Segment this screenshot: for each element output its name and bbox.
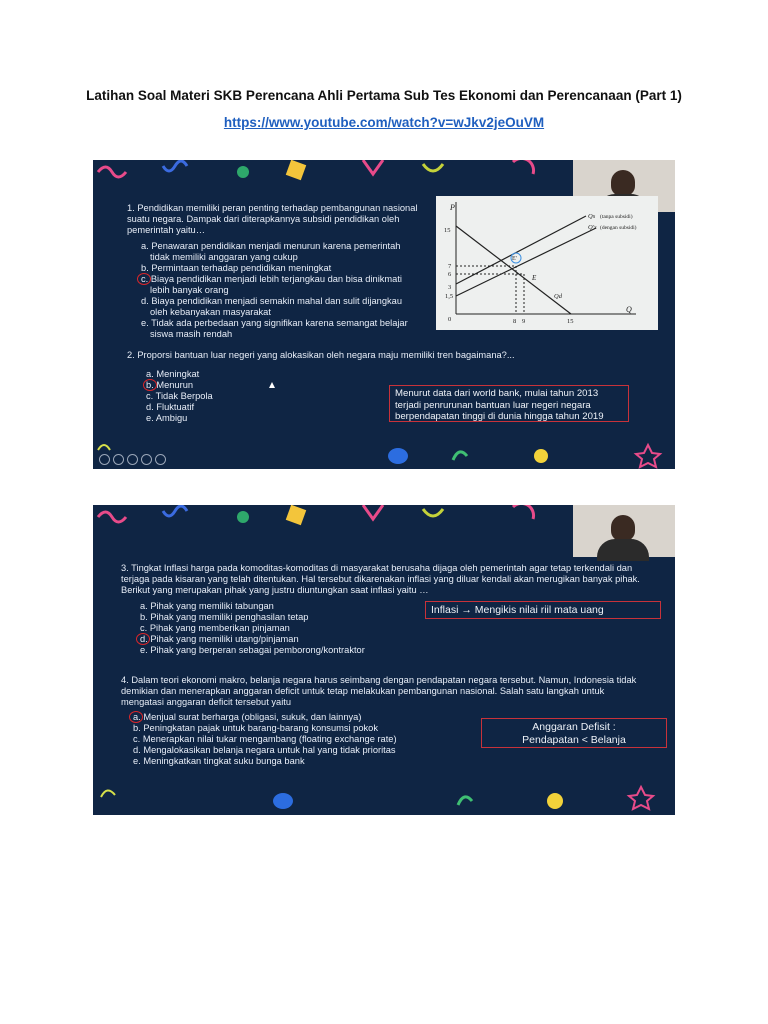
q1-option-a-cont: tidak memiliki anggaran yang cukup bbox=[150, 252, 298, 262]
q4-option-e[interactable]: e. Meningkatkan tingkat suku bunga bank bbox=[133, 756, 305, 766]
question-4: 4. Dalam teori ekonomi makro, belanja negara harus seimbang dengan pendapatan negara tersebut. Namun, Indonesia tidak demikian dan menerapkan anggaran deficit untuk tetap melakukan pembangunan nasional. Salah satu langkah untuk mengatasi anggaran deficit tersebut yaitu bbox=[121, 675, 637, 707]
q3-option-a[interactable]: a. Pihak yang memiliki tabungan bbox=[140, 601, 274, 611]
answer-circle bbox=[143, 379, 157, 391]
graph-y-tick: 15 bbox=[444, 227, 451, 234]
q2-option-b[interactable]: b. Menurun bbox=[146, 380, 194, 390]
youtube-link[interactable]: https://www.youtube.com/watch?v=wJkv2jeOuVM bbox=[223, 115, 545, 130]
graph-x-tick: 8 bbox=[513, 318, 517, 325]
document-title: Latihan Soal Materi SKB Perencana Ahli Pertama Sub Tes Ekonomi dan Perencanaan (Part 1) bbox=[86, 88, 682, 103]
graph-point: E bbox=[532, 274, 537, 282]
answer-circle bbox=[137, 273, 151, 285]
slide-1 bbox=[93, 160, 675, 469]
q2-option-c[interactable]: c. Tidak Berpola bbox=[146, 391, 213, 401]
graph-x-tick: 15 bbox=[567, 318, 574, 325]
q3-option-d[interactable]: d. Pihak yang memiliki utang/pinjaman bbox=[140, 634, 299, 644]
q2-option-d[interactable]: d. Fluktuatif bbox=[146, 402, 195, 412]
q1-option-c[interactable]: c. Biaya pendidikan menjadi lebih terjangkau dan bisa dinikmati bbox=[141, 274, 402, 284]
q4-option-d[interactable]: d. Mengalokasikan belanja negara untuk hal yang tidak prioritas bbox=[133, 745, 396, 755]
note-anggaran-defisit bbox=[481, 718, 667, 748]
graph-y-tick: 7 bbox=[448, 263, 452, 270]
q1-option-d-cont: oleh kebanyakan masyarakat bbox=[150, 307, 271, 317]
q3-option-e[interactable]: e. Pihak yang berperan sebagai pemborong/kontraktor bbox=[140, 645, 365, 655]
curve-label: Q's bbox=[588, 224, 597, 231]
q1-option-e[interactable]: e. Tidak ada perbedaan yang signifikan karena semangat belajar bbox=[141, 318, 408, 328]
curve-label: Qs bbox=[588, 213, 596, 220]
note-line: Pendapatan < Belanja bbox=[522, 734, 626, 746]
q1-option-c-cont: lebih banyak orang bbox=[150, 285, 229, 295]
note-world-bank: Menurut data dari world bank, mulai tahun 2013 terjadi penrurunan bantuan luar negeri negara berpendapatan tinggi di dunia hingga tahun 2019 bbox=[389, 385, 629, 422]
q2-option-a[interactable]: a. Meningkat bbox=[146, 369, 200, 379]
curve-label: (tanpa subsidi) bbox=[600, 214, 633, 220]
supply-demand-graph bbox=[436, 196, 658, 330]
q1-option-a[interactable]: a. Penawaran pendidikan menjadi menurun karena pemerintah bbox=[141, 241, 401, 251]
graph-point: E' bbox=[512, 256, 517, 262]
q4-option-a[interactable]: a. Menjual surat berharga (obligasi, sukuk, dan lainnya) bbox=[133, 712, 362, 722]
q1-option-e-cont: siswa masih rendah bbox=[150, 329, 233, 339]
person-video-icon bbox=[573, 505, 675, 557]
graph-x-tick: 9 bbox=[522, 318, 526, 325]
answer-circle bbox=[129, 711, 143, 723]
q3-option-c[interactable]: c. Pihak yang memberikan pinjaman bbox=[140, 623, 290, 633]
note-inflasi: Inflasi → Mengikis nilai riil mata uang bbox=[425, 601, 661, 619]
q2-option-e[interactable]: e. Ambigu bbox=[146, 413, 188, 423]
q4-option-c[interactable]: c. Menerapkan nilai tukar mengambang (floating exchange rate) bbox=[133, 734, 397, 744]
note-line: Anggaran Defisit : bbox=[532, 721, 616, 733]
q1-option-b[interactable]: b. Permintaan terhadap pendidikan meningkat bbox=[141, 263, 332, 273]
graph-x-axis: Q bbox=[626, 305, 632, 314]
question-2: 2. Proporsi bantuan luar negeri yang alokasikan oleh negara maju memiliki tren bagaimana?... bbox=[127, 350, 515, 360]
graph-y-tick: 3 bbox=[448, 284, 452, 291]
q1-option-d[interactable]: d. Biaya pendidikan menjadi semakin mahal dan sulit dijangkau bbox=[141, 296, 402, 306]
answer-circle bbox=[136, 633, 150, 645]
question-1: 1. Pendidikan memiliki peran penting terhadap pembangunan nasional suatu negara. Dampak dari diterapkannya subsidi pendidikan oleh pemerintah yaitu… bbox=[127, 203, 418, 235]
slide-2 bbox=[93, 505, 675, 815]
toolbar-icons[interactable] bbox=[99, 454, 166, 466]
q4-option-b[interactable]: b. Peningkatan pajak untuk barang-barang konsumsi pokok bbox=[133, 723, 378, 733]
graph-y-tick: 0 bbox=[448, 316, 452, 323]
q3-option-b[interactable]: b. Pihak yang memiliki penghasilan tetap bbox=[140, 612, 309, 622]
graph-y-tick: 6 bbox=[448, 271, 452, 278]
graph-y-tick: 1,5 bbox=[445, 293, 454, 300]
question-3: 3. Tingkat Inflasi harga pada komoditas-komoditas di masyarakat berusaha dijaga oleh pemerintah agar tetap terkendali dan terjaga pada kisaran yang telah ditentukan. Hal tersebut dikarenakan inflasi yang diluar kendali akan merugikan banyak pihak. Berikut yang merupakan pihak yang justru diuntungkan saat inflasi yaitu … bbox=[121, 563, 640, 595]
graph-y-axis: P bbox=[450, 203, 455, 212]
curve-label: (dengan subsidi) bbox=[600, 225, 637, 231]
curve-label: Qd bbox=[554, 293, 562, 300]
mouse-cursor-icon bbox=[269, 382, 275, 388]
